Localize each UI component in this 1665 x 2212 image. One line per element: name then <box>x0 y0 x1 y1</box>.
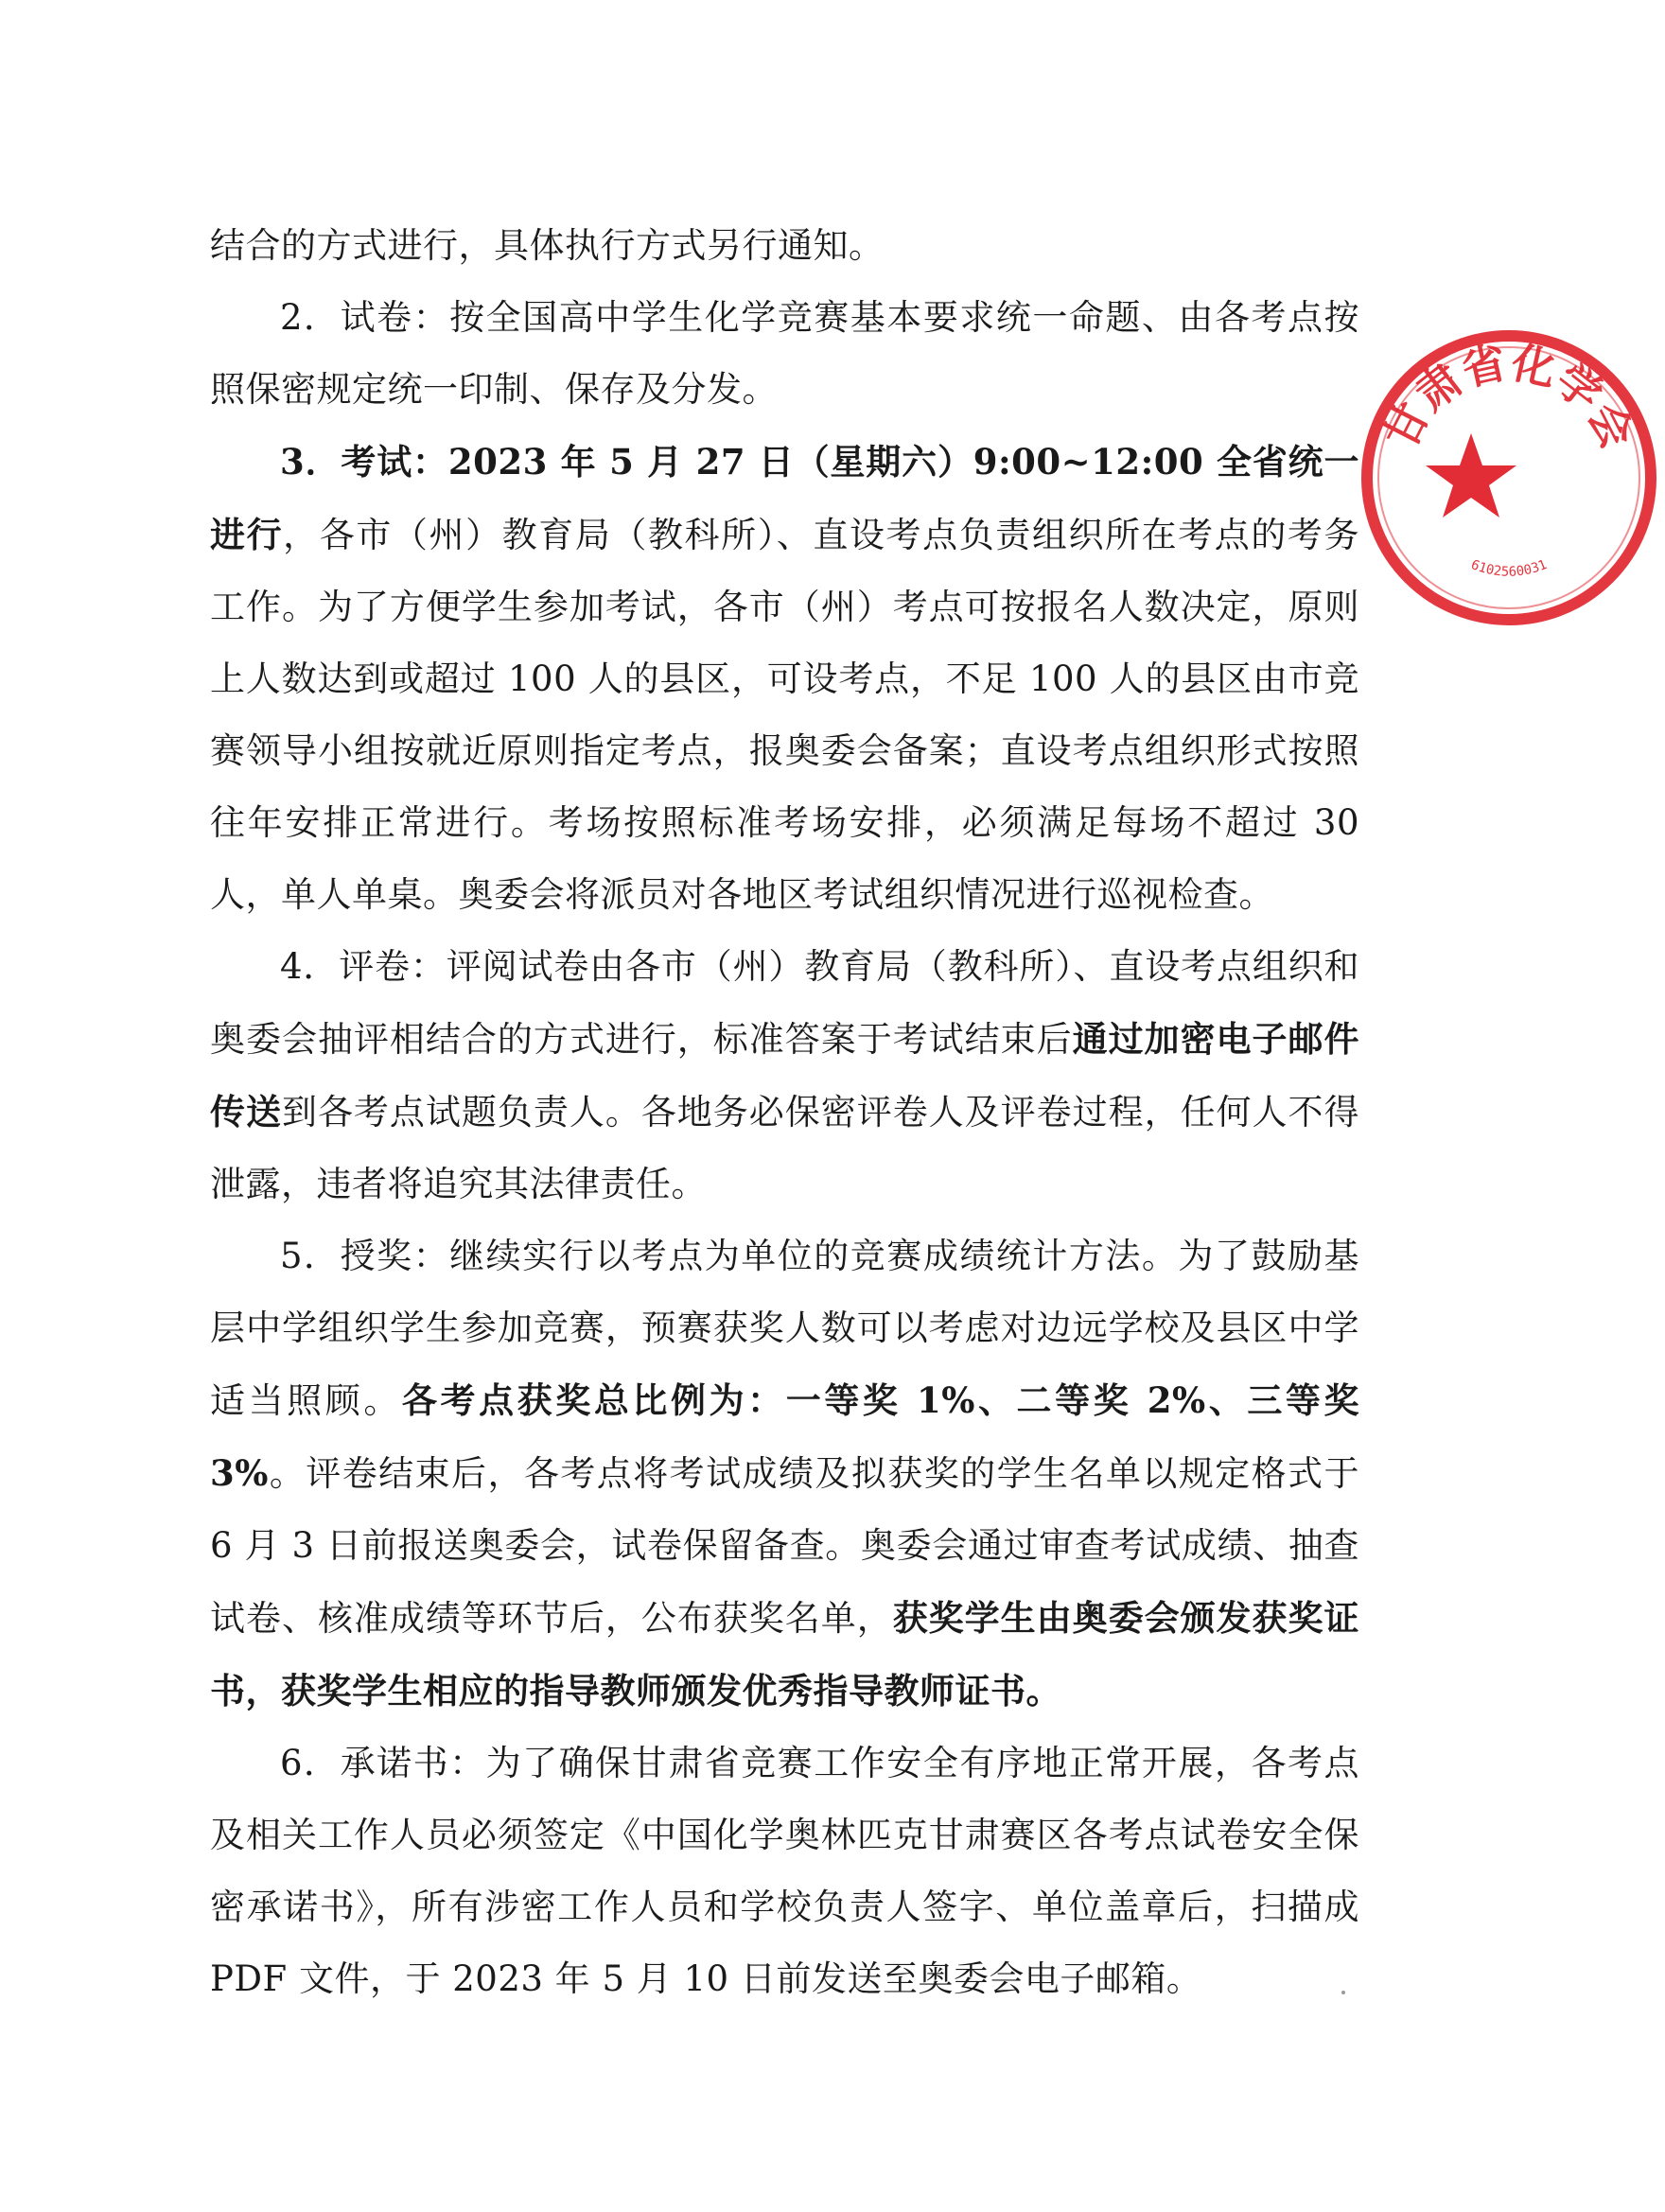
paragraph-exam-paper: 2．试卷：按全国高中学生化学竞赛基本要求统一命题、由各考点按照保密规定统一印制、保存及分发。 <box>210 297 1359 410</box>
paragraph-continuation: 结合的方式进行，具体执行方式另行通知。 <box>210 225 885 266</box>
svg-text:甘肃省化学会 <box>1375 336 1643 456</box>
svg-text:6102560031 <box>1469 557 1550 580</box>
scan-speck <box>1341 1991 1345 1994</box>
seal-code: 6102560031 <box>1468 556 1550 580</box>
paragraph-commitment: 6．承诺书：为了确保甘肃省竞赛工作安全有序地正常开展，各考点及相关工作人员必须签定《中国化学奥林匹克甘肃赛区各考点试卷安全保密承诺书》，所有涉密工作人员和学校负责人签字、单位盖章后，扫描成 PDF 文件，于 2023 年 5 月 10 日前发送至奥委会电子邮箱。 <box>210 1743 1359 1999</box>
document-body <box>210 210 1359 2015</box>
paragraph-awards: 5．授奖：继续实行以考点为单位的竞赛成绩统计方法。为了鼓励基层中学组织学生参加竞赛，预赛获奖人数可以考虑对边远学校及县区中学适当照顾。各考点获奖总比例为：一等奖 1%、二等奖 2%、三等奖 3%。评卷结束后，各考点将考试成绩及拟获奖的学生名单以规定格式于 6 月 3 日前报送奥委会，试卷保留备查。奥委会通过审查考试成绩、抽查试卷、核准成绩等环节后，公布获奖名单，获奖学生由奥委会颁发获奖证书，获奖学生相应的指导教师颁发优秀指导教师证书。 <box>210 1236 1360 1712</box>
seal-text: 甘肃省化学会 <box>1374 336 1644 457</box>
official-seal-icon <box>1353 322 1665 634</box>
paragraph-exam: 3．考试：2023 年 5 月 27 日（星期六）9:00~12:00 全省统一进行，各市（州）教育局（教科所）、直设考点负责组织所在考点的考务工作。为了方便学生参加考试，各市（州）考点可按报名人数决定，原则上人数达到或超过 100 人的县区，可设考点，不足 100 人的县区由市竞赛领导小组按就近原则指定考点，报奥委会备案；直设考点组织形式按照往年安排正常进行。考场按照标准考场安排，必须满足每场不超过 30 人，单人单桌。奥委会将派员对各地区考试组织情况进行巡视检查。 <box>210 441 1360 915</box>
paragraph-grading: 4．评卷：评阅试卷由各市（州）教育局（教科所）、直设考点组织和奥委会抽评相结合的方式进行，标准答案于考试结束后通过加密电子邮件传送到各考点试题负责人。各地务必保密评卷人及评卷过程，任何人不得泄露，违者将追究其法律责任。 <box>210 946 1360 1204</box>
